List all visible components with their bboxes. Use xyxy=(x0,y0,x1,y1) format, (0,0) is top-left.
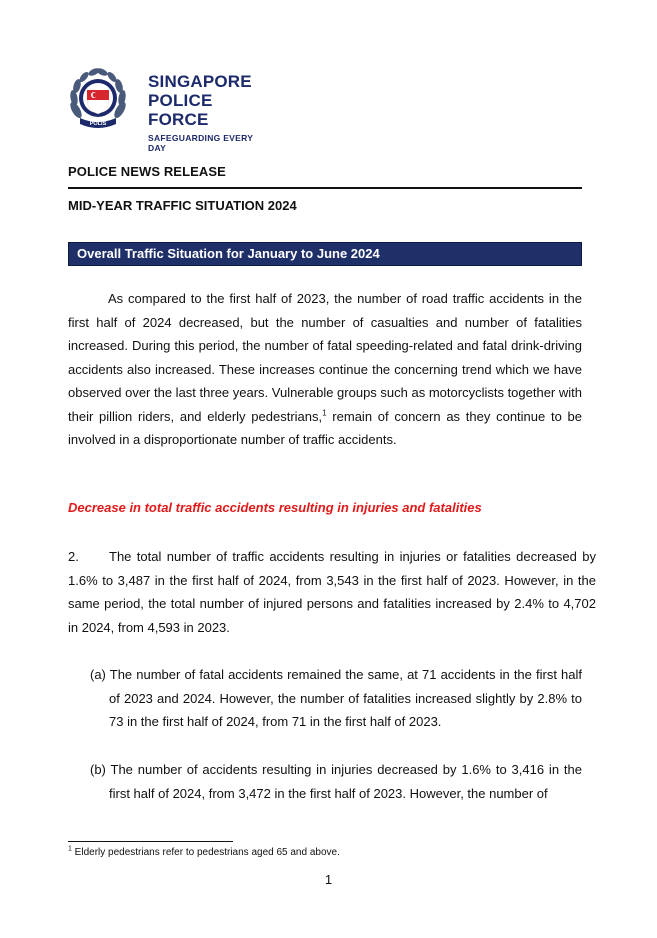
logo-tagline: SAFEGUARDING EVERY DAY xyxy=(148,133,254,153)
list-item xyxy=(90,758,582,805)
paragraph-number: 2. xyxy=(68,549,79,564)
paragraph-1-tail: remain of concern as they continue to be involved in a disproportionate number of traffic accidents. xyxy=(68,408,583,447)
document-title: MID-YEAR TRAFFIC SITUATION 2024 xyxy=(68,198,297,213)
crest-label: POLIS xyxy=(89,121,107,127)
footnote-divider xyxy=(68,841,233,842)
paragraph-1 xyxy=(68,287,582,452)
paragraph-1-text: As compared to the first half of 2023, the number of road traffic accidents in the first half of 2024 decreased, but the number of casualties and number of fatalities increased. During this period, the number of fatal speeding-related and fatal drink-driving accidents also increased. These increases continue the concerning trend which we have observed over the last three years. Vulnerable groups such as motorcyclists together with their pillion riders, and elderly pedestrians, xyxy=(68,291,582,424)
paragraph-2-text: The total number of traffic accidents resulting in injuries or fatalities decreased by 1.6% to 3,487 in the first half of 2024, from 3,543 in the first half of 2023. However, in the same period, the total number of injured persons and fatalities increased by 2.4% to 4,702 in 2024, from 4,593 in 2023. xyxy=(68,549,596,635)
subheading: Decrease in total traffic accidents resulting in injuries and fatalities xyxy=(68,500,482,515)
footnote-ref[interactable]: 1 xyxy=(322,408,327,418)
footnote-marker: 1 xyxy=(68,845,72,853)
paragraph-2 xyxy=(68,545,596,639)
logo-line-1: SINGAPORE xyxy=(148,72,252,91)
release-type: POLICE NEWS RELEASE xyxy=(68,164,226,179)
footnote-text: Elderly pedestrians refer to pedestrians aged 65 and above. xyxy=(71,847,340,858)
page-number: 1 xyxy=(324,872,333,887)
logo-line-2: POLICE FORCE xyxy=(148,91,213,129)
police-crest-icon xyxy=(68,66,144,134)
logo-wordmark xyxy=(148,72,268,153)
list-item xyxy=(90,663,582,734)
header-divider xyxy=(68,187,582,189)
footnote xyxy=(68,847,340,858)
list-item-text: The number of accidents resulting in injuries decreased by 1.6% to 3,416 in the first half of 2024, from 3,472 in the first half of 2023. However, the number of xyxy=(109,762,582,801)
list-item-label: (a) xyxy=(90,667,106,682)
list-item-text: The number of fatal accidents remained the same, at 71 accidents in the first half of 2023 and 2024. However, the number of fatalities increased slightly by 2.8% to 73 in the first half of 2024, from 71 in the first half of 2023. xyxy=(109,667,582,729)
list-item-label: (b) xyxy=(90,762,106,777)
section-banner: Overall Traffic Situation for January to June 2024 xyxy=(68,242,582,266)
spf-logo xyxy=(68,66,268,153)
